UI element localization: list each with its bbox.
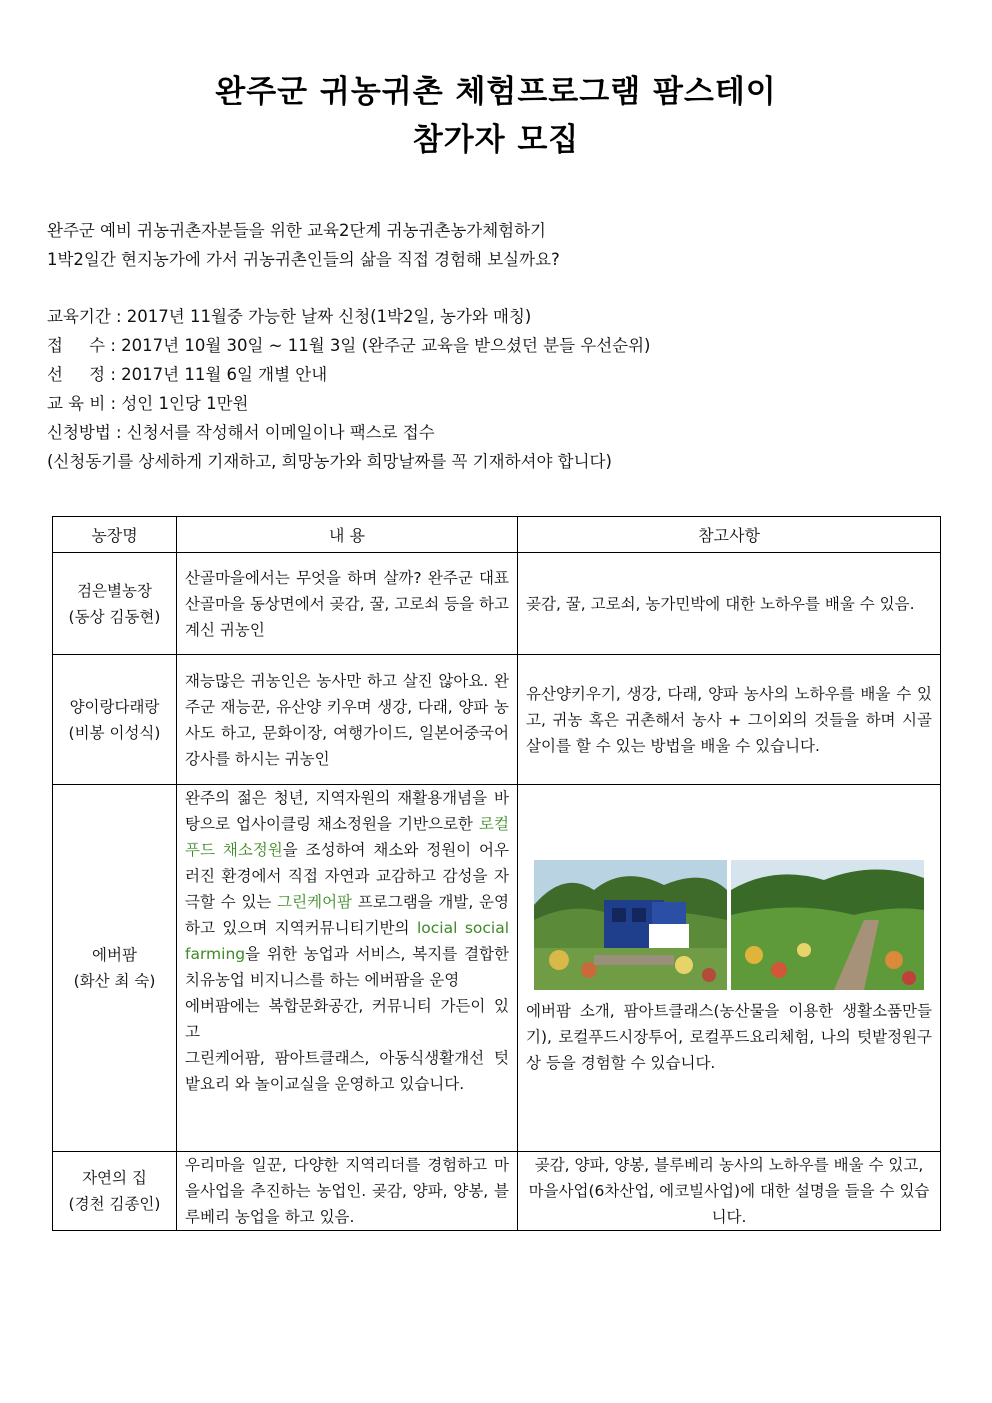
table-row [53,655,941,785]
content-text: 그린케어팜, 팜아트클래스, 아동식생활개선 텃밭요리 와 놀이교실을 운영하고 있습니다. [185,1049,509,1093]
column-header-note: 참고사항 [518,517,941,553]
farm-content: 재능많은 귀농인은 농사만 하고 살진 않아요. 완주군 재능꾼, 유산양 키우며 생강, 다래, 양파 농사도 하고, 문화이장, 여행가이드, 일본어중국어 강사를 하시는 귀농인 [177,655,518,785]
intro-line: 1박2일간 현지농가에 가서 귀농귀촌인들의 삶을 직접 경험해 보실까요? [47,250,560,269]
highlight-text: 로컬푸드 채소정원 [185,815,509,859]
page-title: 완주군 귀농귀촌 체험프로그램 팜스테이 [215,74,777,110]
farm-name-cell [53,1152,177,1231]
content-text: 을 조성하여 채소와 정원이 어우러진 환경에서 직접 자연과 교감하고 감성을 자극할 수 있는 [185,841,510,911]
highlight-text: 그린케어팜 [277,893,353,911]
farm-note: 곶감, 꿀, 고로쇠, 농가민박에 대한 노하우를 배울 수 있음. [518,553,941,655]
farm-owner: (비봉 이성식) [68,723,161,742]
farm-note: 유산양키우기, 생강, 다래, 양파 농사의 노하우를 배울 수 있고, 귀농 혹은 귀촌해서 농사 + 그이외의 것들을 하며 시골살이를 할 수 있는 방법을 배울 수 있습니다. [518,655,941,785]
table-header-row [53,517,941,553]
info-period: 교육기간 : 2017년 11월중 가능한 날짜 신청(1박2일, 농가와 매칭) [47,307,532,326]
farm-owner: (동상 김동현) [68,607,161,626]
content-text: 에버팜에는 복합문화공간, 커뮤니티 가든이 있고 [185,997,509,1041]
column-header-content: 내 용 [177,517,518,553]
content-text: 프로그램을 개발, 운영하고 있으며 지역커뮤니티기반의 [185,893,509,937]
info-reception: 접 수 : 2017년 10월 30일 ~ 11월 3일 (완주군 교육을 받으셨던 분들 우선순위) [47,336,651,355]
farm-content: 산골마을에서는 무엇을 하며 살까? 완주군 대표 산골마을 동상면에서 곶감, 꿀, 고로쇠 등을 하고 계신 귀농인 [177,553,518,655]
table-row [53,1152,941,1231]
info-selection: 선 정 : 2017년 11월 6일 개별 안내 [47,365,328,384]
farm-owner: (화산 최 숙) [73,972,156,990]
farm-owner: (경천 김종인) [68,1195,161,1213]
farm-name: 에버팜 [92,946,137,964]
farm-content [177,785,518,1152]
info-block [47,302,651,476]
table-row [53,553,941,655]
farm-name: 자연의 집 [82,1169,147,1187]
intro-text [47,216,560,274]
farm-name: 양이랑다래랑 [69,697,160,716]
intro-line: 완주군 예비 귀농귀촌자분들을 위한 교육2단계 귀농귀촌농가체험하기 [47,221,546,240]
farm-name-cell [53,553,177,655]
highlight-text: locial social farming [185,919,510,963]
farm-photo [534,860,924,990]
farm-note: 에버팜 소개, 팜아트클래스(농산물을 이용한 생활소품만들기), 로컬푸드시장투어, 로컬푸드요리체험, 나의 텃밭정원구상 등을 경험할 수 있습니다. [526,1002,932,1072]
info-note: (신청동기를 상세하게 기재하고, 희망농가와 희망날짜를 꼭 기재하셔야 합니다) [47,452,612,471]
content-text: 완주의 젊은 청년, 지역자원의 재활용개념을 바탕으로 업사이클링 채소정원을 기반으로한 [185,789,509,833]
content-text: 을 위한 농업과 서비스, 복지를 결합한 치유농업 비지니스를 하는 에버팜을 운영 [185,945,509,989]
column-header-farm: 농장명 [53,517,177,553]
farm-name-cell [53,785,177,1152]
farm-table [52,516,941,1231]
farm-name: 검은별농장 [77,581,152,600]
table-row [53,785,941,1152]
farm-name-cell [53,655,177,785]
page-subtitle: 참가자 모집 [412,122,580,158]
farm-content: 우리마을 일꾼, 다양한 지역리더를 경험하고 마을사업을 추진하는 농업인. 곶감, 양파, 양봉, 블루베리 농업을 하고 있음. [177,1152,518,1231]
farm-note: 곶감, 양파, 양봉, 블루베리 농사의 노하우를 배울 수 있고, 마을사업(6차산업, 에코빌사업)에 대한 설명을 들을 수 있습니다. [518,1152,941,1231]
info-fee: 교 육 비 : 성인 1인당 1만원 [47,394,249,413]
info-method: 신청방법 : 신청서를 작성해서 이메일이나 팩스로 접수 [47,423,435,442]
farm-note-cell [518,785,941,1152]
